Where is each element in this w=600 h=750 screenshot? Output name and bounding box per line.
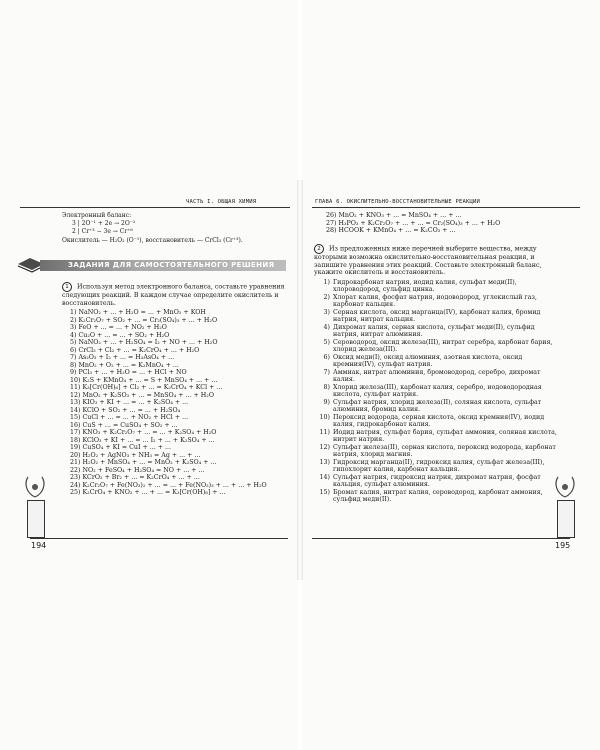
book-gutter (297, 180, 303, 580)
substance-list (314, 279, 560, 504)
list-item: 14) Сульфат натрия, гидроксид натрия, дихромат натрия, фосфат кальция, сульфат алюминия. (319, 473, 541, 488)
list-item: 1) Гидрокарбонат натрия, иодид калия, сульфат меди(II), хлороводород, сульфид цинка. (323, 278, 517, 293)
right-running-head: ГЛАВА 6. ОКИСЛИТЕЛЬНО-ВОССТАНОВИТЕЛЬНЫЕ РЕАКЦИИ (315, 199, 481, 205)
equation: 4) Cu₂O + ... = ... + SO₂ + H₂O (70, 331, 170, 339)
balance-line: Электронный баланс: (62, 212, 132, 219)
equations-continued (318, 212, 558, 235)
list-item: 3) Серная кислота, оксид марганца(IV), карбонат калия, бромид натрия, нитрат кальция. (323, 308, 541, 323)
equation: 7) As₂O₃ + I₂ + ... = H₃AsO₄ + ... (70, 354, 175, 361)
equation: 5) NaNO₂ + ... + H₂SO₄ = I₂ + NO + ... + H₂O (70, 339, 218, 346)
left-running-head: ЧАСТЬ I. ОБЩАЯ ХИМИЯ (186, 199, 257, 205)
equation: 21) H₂O₂ + MnSO₄ + ... = MnO₂ + K₂SO₄ + ... (70, 459, 217, 466)
equation: 6) CrCl₃ + Cl₂ + ... = K₂CrO₄ + ... + H₂O (70, 346, 200, 354)
right-footer-rule (312, 538, 570, 539)
task-intro: Из предложенных ниже перечней выберите вещества, между которыми возможна окислительно-восстановительная реакция, и запишите уравнения этих реакций. Составьте электронный баланс, укажите окислитель и восстановитель. (314, 245, 542, 276)
laurel-icon (552, 475, 578, 499)
list-item: 5) Сероводород, оксид железа(III), нитрат серебра, карбонат бария, хлорид железа(III). (323, 338, 553, 353)
equation: 12) MnO₂ + K₂SO₃ + ... = MnSO₄ + ... + H₂O (70, 391, 214, 399)
equation: 22) NO₂ + FeSO₄ + H₂SO₄ = NO + ... + ... (70, 466, 205, 474)
equation: 26) MnO₂ + KNO₃ + ... = MnSO₄ + ... + ... (326, 212, 462, 219)
equation: 19) CuSO₄ + KI = CuI + ... + ... (70, 444, 172, 451)
left-footer-rule (30, 538, 288, 539)
task-2 (314, 244, 560, 504)
equation: 23) KCrO₂ + Br₂ + ... = K₂CrO₄ + ... + ... (70, 474, 200, 481)
equation: 20) H₂O₂ + AgNO₃ + NH₃ = Ag + ... + ... (70, 451, 201, 459)
balance-line: Окислитель — H₂O₂ (O⁻¹), восстановитель — CrCl₃ (Cr⁺³). (62, 236, 243, 244)
equation: 11) K₃[Cr(OH)₆] + Cl₂ + ... = K₂CrO₄ + KCl + ... (70, 384, 223, 391)
list-item: 9) Сульфат натрия, хлорид железа(II), соляная кислота, сульфат алюминия, бромид калия. (323, 398, 542, 413)
equation: 17) KNO₃ + K₂Cr₂O₇ + ... = ... + K₂SO₄ + H₂O (70, 429, 217, 436)
electron-balance (62, 212, 243, 245)
equation: 2) K₂Cr₂O₇ + SO₂ + ... = Cr₂(SO₄)₃ + ... + H₂O (70, 316, 218, 324)
balance-line: 3 | 2О⁻¹ + 2e → 2О⁻² (72, 220, 136, 228)
banner-title: ЗАДАНИЯ ДЛЯ САМОСТОЯТЕЛЬНОГО РЕШЕНИЯ (68, 261, 275, 269)
equation: 24) K₂Cr₂O₇ + Fe(NO₃)₂ + ... = ... + Fe(NO₃)₃ + ... + ... + H₂O (70, 481, 267, 489)
laurel-icon (22, 475, 48, 499)
equation: 9) PCl₃ + ... + H₂O = ... + HCl + NO (70, 369, 187, 376)
list-item: 10) Пероксид водорода, серная кислота, оксид кремния(IV), иодид калия, гидрокарбонат калия. (319, 413, 545, 428)
page-number: 195 (555, 541, 571, 550)
equation: 28) HCOOK + KMnO₄ + ... = K₂CO₃ + ... (326, 227, 456, 234)
list-item: 7) Аммиак, нитрат алюминия, бромоводород, серебро, дихромат калия. (323, 368, 541, 383)
equation: 8) MnO₂ + O₂ + ... = K₂MnO₄ + ... (70, 361, 179, 369)
task-number-badge: 1 (62, 282, 72, 292)
equation: 15) CuCl + ... = ... + NO₂ + HCl + ... (70, 414, 189, 421)
right-pillar-ornament (557, 500, 575, 538)
list-item: 13) Гидроксид марганца(II), гидроксид калия, сульфат железа(III), гипохлорит калия, карбонат кальция. (319, 458, 545, 473)
task-1 (62, 282, 288, 497)
equation: 3) FeO + ... = ... + NO₂ + H₂O (70, 324, 167, 331)
list-item: 11) Иодид натрия, сульфат бария, сульфат аммония, соляная кислота, нитрит натрия. (319, 428, 557, 443)
left-header-rule (20, 207, 290, 208)
equation: 25) K₂CrO₄ + KNO₂ + ... + ... = K₃[Cr(OH)₆] + ... (70, 489, 226, 496)
equation: 13) KIO₃ + KI + ... = ... + K₂SO₄ + ... (70, 399, 189, 406)
left-pillar-ornament (27, 500, 45, 538)
list-item: 4) Дихромат калия, серная кислота, сульфат меди(II), сульфид натрия, нитрат алюминия. (323, 323, 535, 338)
list-item: 8) Хлорид железа(III), карбонат калия, серебро, иодоводородная кислота, сульфат натрия. (323, 383, 542, 398)
list-item: 12) Сульфат железа(II), серная кислота, пероксид водорода, карбонат натрия, хлорид магния. (319, 443, 556, 458)
equation: 16) CuS + ... = CuSO₄ + SO₂ + ... (70, 421, 178, 429)
equation: 14) KClO + SO₂ + ... = ... + H₂SO₄ (70, 406, 181, 414)
right-header-rule (312, 207, 580, 208)
list-item: 15) Бромат калия, нитрат калия, сероводород, карбонат аммония, сульфид меди(II). (319, 488, 543, 503)
section-banner (20, 258, 288, 273)
equation: 18) KClO₃ + KI + ... = ... I₂ + ... + K₂SO₄ + ... (70, 436, 215, 444)
task-intro: Используя метод электронного баланса, составьте уравнения следующих реакций. В каждом случае определите окислитель и восстановитель. (62, 283, 285, 307)
balance-line: 2 | Cr⁺³ − 3e → Cr⁺⁶ (72, 228, 133, 236)
task-number-badge: 2 (314, 244, 324, 254)
equation: 10) K₂S + KMnO₄ + ... = S + MnSO₄ + ... + ... (70, 376, 218, 384)
equation: 1) NaNO₂ + ... + H₂O = ... + MnO₂ + KOH (70, 309, 206, 316)
list-item: 2) Хлорат калия, фосфат натрия, иодоводород, углекислый газ, карбонат кальция. (323, 293, 537, 308)
equation: 27) H₃PO₃ + K₂Cr₂O₇ + ... + ... = Cr₂(SO₄)₃ + ... + H₂O (326, 219, 501, 227)
equation-list (62, 309, 288, 497)
page-number: 194 (31, 541, 47, 550)
list-item: 6) Оксид меди(I), оксид алюминия, азотная кислота, оксид кремния(IV), сульфат натрия. (323, 353, 523, 368)
